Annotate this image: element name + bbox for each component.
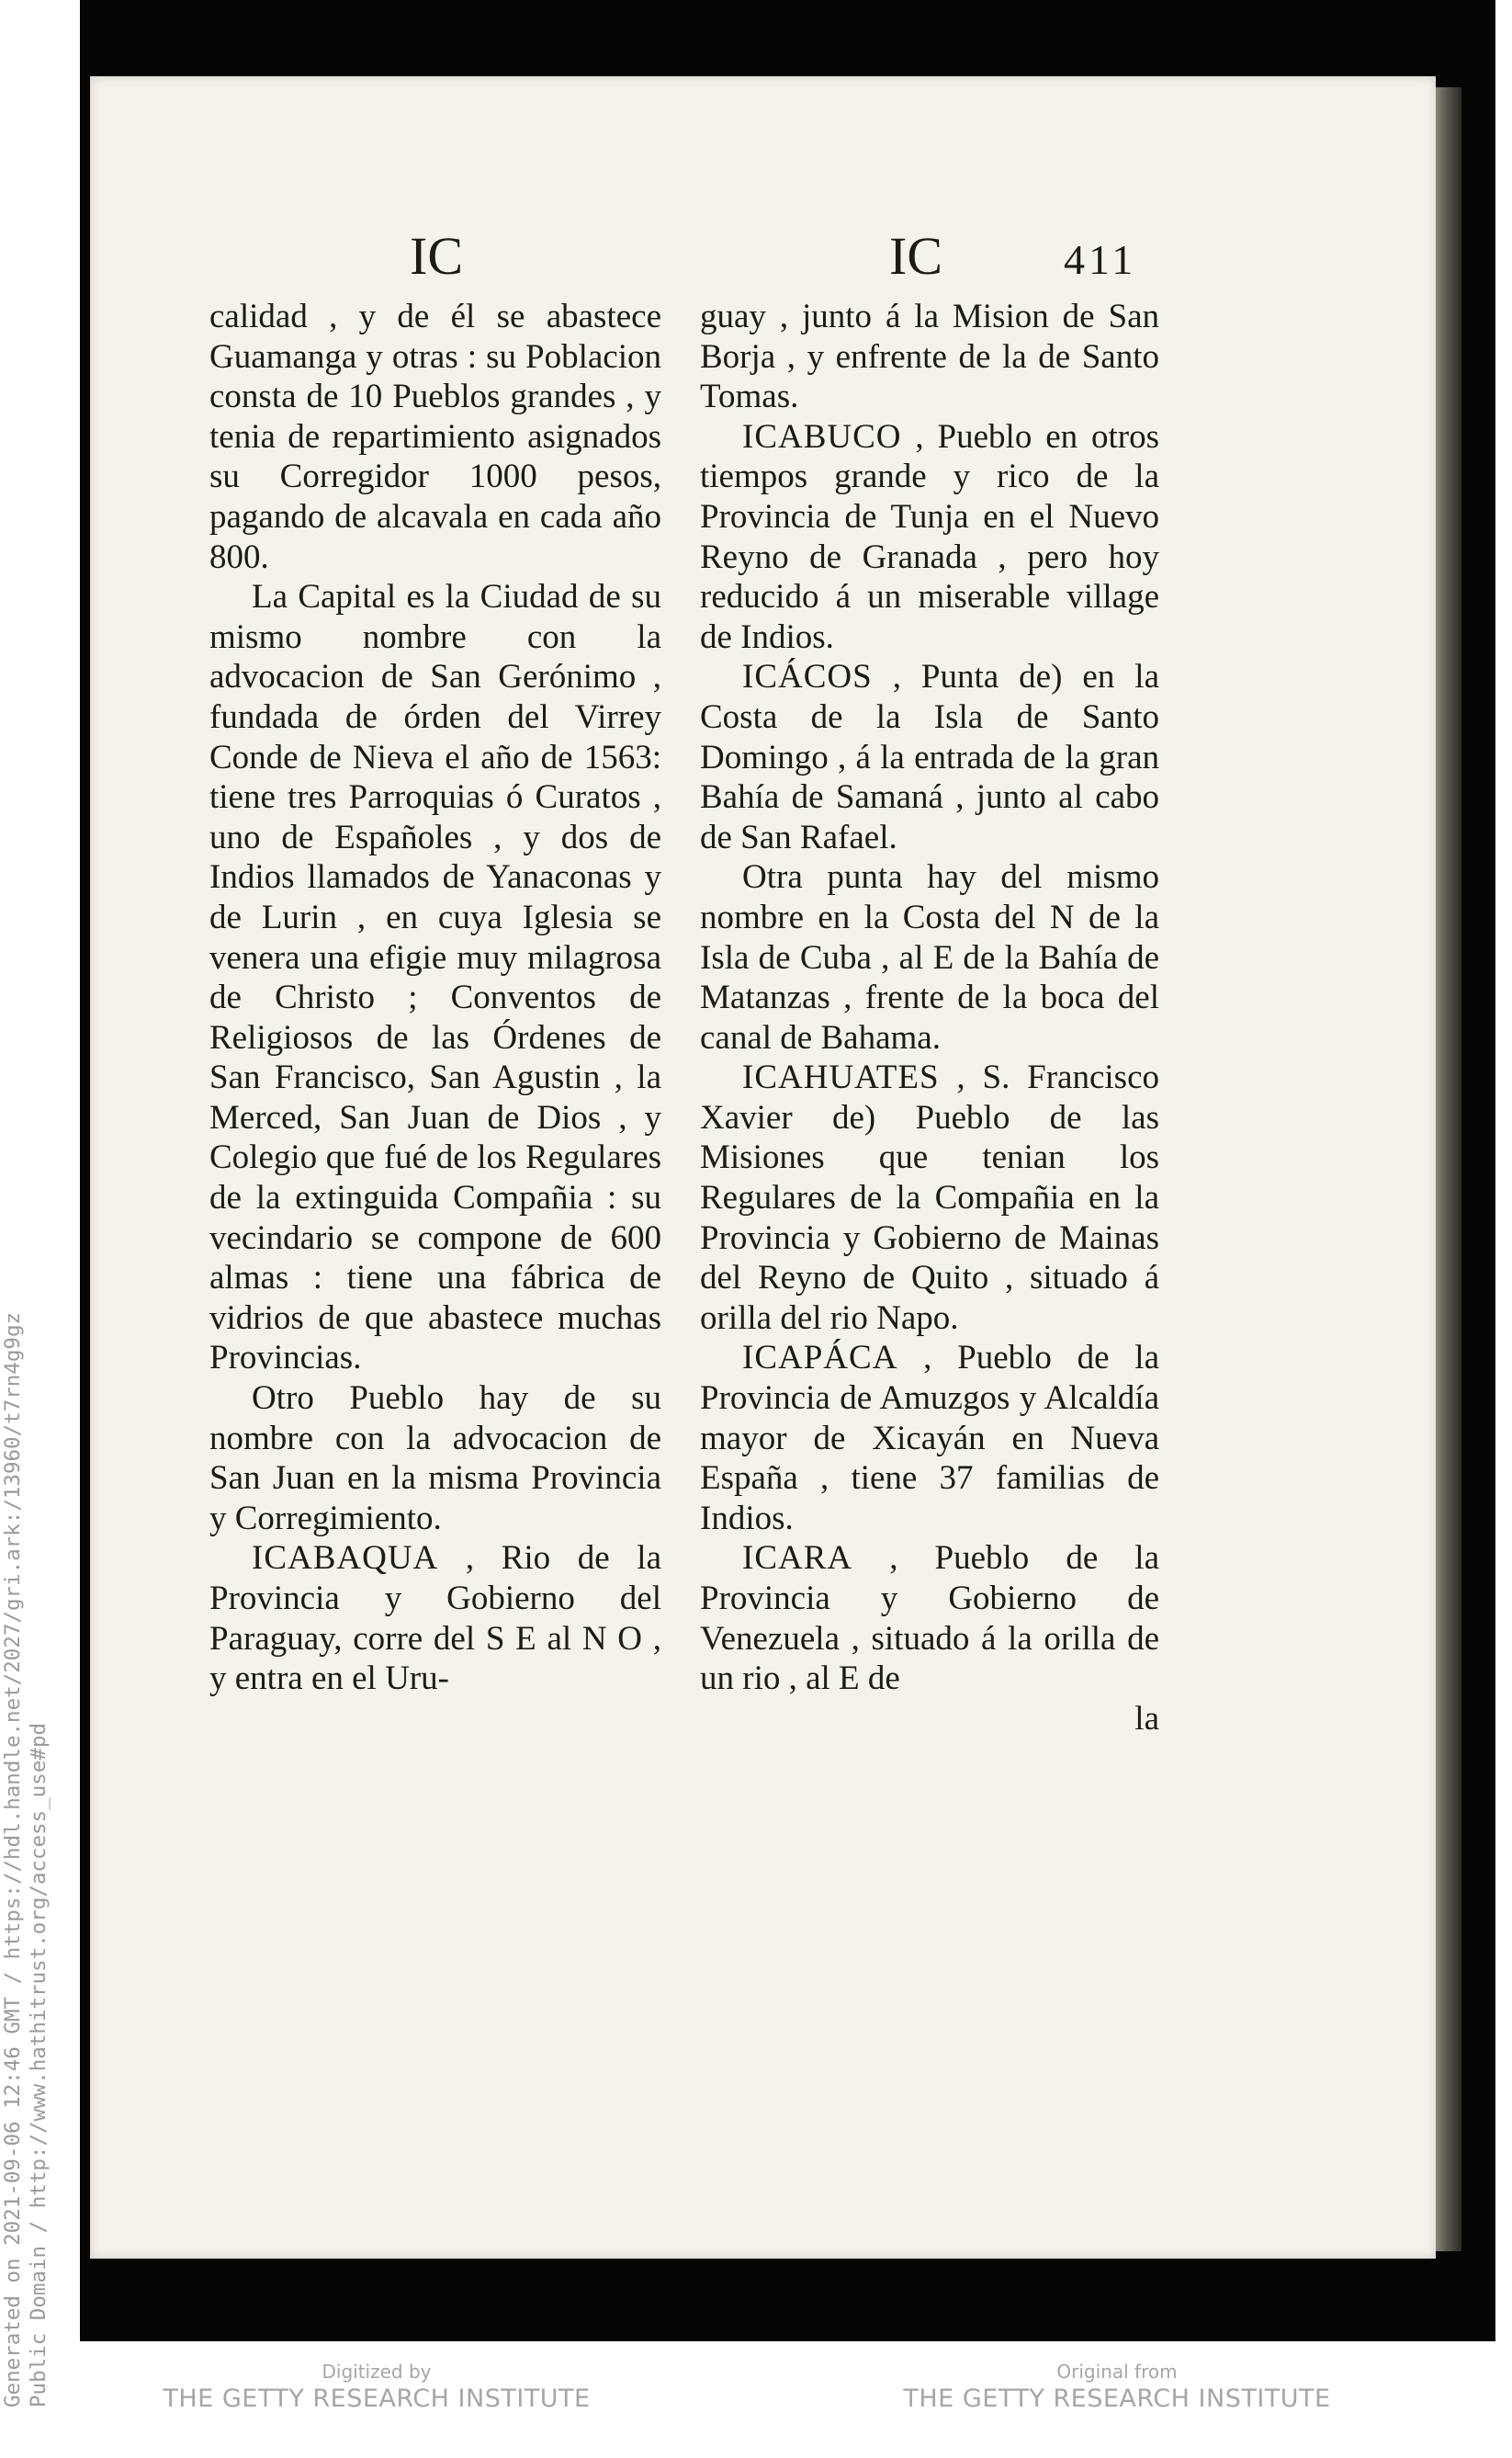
right-text-column <box>700 297 1159 1739</box>
catchword: la <box>1134 1699 1159 1738</box>
access-stamp <box>0 0 51 2407</box>
paragraph: Otro Pueblo hay de su nombre con la advocacion de San Juan en la misma Provincia y Corregimiento. <box>209 1379 661 1537</box>
entry-headword: ICARA <box>742 1539 853 1578</box>
paragraph: Otra punta hay del mismo nombre en la Costa del N de la Isla de Cuba , al E de la Bahía de Matanzas , frente de la boca del canal de Bahama. <box>700 858 1159 1057</box>
entry-paragraph <box>700 1058 1159 1338</box>
credit-caption: Original from <box>1056 2361 1178 2383</box>
entry-paragraph <box>700 1338 1159 1538</box>
paragraph: La Capital es la Ciudad de su mismo nombre con la advocacion de San Gerónimo , fundada de órden del Virrey Conde de Nieva el año de 1563: tiene tres Parroquias ó Curatos , uno de Españoles , y dos de Indios llamados de Yanaconas y de Lurin , en cuya Iglesia se venera una efigie muy milagrosa de Christo ; Conventos de Religiosos de las Órdenes de San Francisco, San Agustin , la Merced, San Juan de Dios , y Colegio que fué de los Regulares de la extinguida Compañia : su vecindario se compone de 600 almas : tiene una fábrica de vidrios de que abastece muchas Provincias. <box>209 578 661 1377</box>
running-head-left: IC <box>410 226 463 286</box>
entry-headword: ICÁCOS <box>742 658 873 697</box>
entry-headword: ICAPÁCA <box>742 1339 898 1377</box>
running-head-right: IC <box>889 226 942 286</box>
paragraph: guay , junto á la Mision de San Borja , y enfrente de la de Santo Tomas. <box>700 298 1159 416</box>
access-stamp-line: Public Domain / http://www.hathitrust.org/access_use#pd <box>27 1722 51 2407</box>
entry-headword: ICABUCO <box>742 417 902 456</box>
entry-paragraph <box>700 417 1159 658</box>
page-edge <box>1436 87 1461 2251</box>
digitized-by-credit <box>138 2360 615 2415</box>
entry-paragraph <box>700 657 1159 857</box>
entry-headword: ICAHUATES <box>742 1059 940 1097</box>
entry-text: , Pueblo de la Provincia y Gobierno de Venezuela , situado á la orilla de un rio , al E de <box>700 1539 1160 1698</box>
left-text-column <box>209 297 661 1699</box>
access-stamp-line: Generated on 2021-09-06 12:46 GMT / https://hdl.handle.net/2027/gri.ark:/13960/t7rn4g9gz <box>1 1311 25 2407</box>
credit-institution: THE GETTY RESEARCH INSTITUTE <box>903 2384 1331 2413</box>
entry-text: , Pueblo de la Provincia de Amuzgos y Alcaldía mayor de Xicayán en Nueva España , tiene 37 familias de Indios. <box>700 1339 1160 1537</box>
credit-caption: Digitized by <box>322 2361 432 2383</box>
entry-text: , Rio de la Provincia y Gobierno del Paraguay, corre del S E al N O , y entra en el Uru- <box>209 1539 661 1698</box>
entry-text: , Pueblo en otros tiempos grande y rico de la Provincia de Tunja en el Nuevo Reyno de Granada , pero hoy reducido á un miserable village de Indios. <box>700 417 1160 656</box>
paragraph: calidad , y de él se abastece Guamanga y otras : su Poblacion consta de 10 Pueblos grandes , y tenia de repartimiento asignados su Corregidor 1000 pesos, pagando de alcavala en cada año 800. <box>209 298 661 576</box>
entry-text: , Punta de) en la Costa de la Isla de Santo Domingo , á la entrada de la gran Bahía de Samaná , junto al cabo de San Rafael. <box>700 658 1159 856</box>
entry-headword: ICABAQUA <box>252 1539 439 1578</box>
entry-paragraph <box>209 1538 661 1698</box>
entry-text: , S. Francisco Xavier de) Pueblo de las Misiones que tenian los Regulares de la Compañia en la Provincia y Gobierno de Mainas del Reyno de Quito , situado á orilla del rio Napo. <box>700 1059 1159 1337</box>
original-from-credit <box>878 2360 1356 2415</box>
entry-paragraph <box>700 1538 1159 1698</box>
page-number: 411 <box>1064 236 1137 283</box>
credit-institution: THE GETTY RESEARCH INSTITUTE <box>163 2384 591 2413</box>
